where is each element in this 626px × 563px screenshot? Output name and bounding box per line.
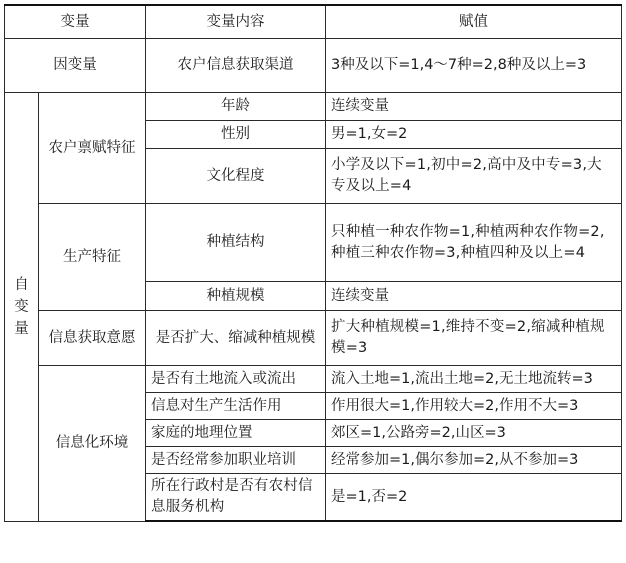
item-content: 是否经常参加职业培训 [146,447,326,474]
item-content: 种植规模 [146,282,326,311]
item-value: 经常参加=1,偶尔参加=2,从不参加=3 [326,447,622,474]
item-value: 扩大种植规模=1,维持不变=2,缩减种植规模=3 [326,311,622,366]
item-value: 是=1,否=2 [326,474,622,522]
item-value: 只种植一种农作物=1,种植两种农作物=2,种植三种农作物=3,种植四种及以上=4 [326,204,622,282]
item-value: 男=1,女=2 [326,121,622,149]
item-value: 作用很大=1,作用较大=2,作用不大=3 [326,393,622,420]
dependent-value: 3种及以下=1,4～7种=2,8种及以上=3 [326,39,622,93]
header-variable: 变量 [5,5,146,39]
table-row [5,204,622,282]
table-row [5,93,622,121]
dependent-content: 农户信息获取渠道 [146,39,326,93]
item-content: 是否扩大、缩减种植规模 [146,311,326,366]
table-row [5,366,622,393]
group-label: 生产特征 [39,204,146,311]
item-value: 连续变量 [326,93,622,121]
item-value: 流入土地=1,流出土地=2,无土地流转=3 [326,366,622,393]
group-label: 信息获取意愿 [39,311,146,366]
item-content: 文化程度 [146,149,326,204]
dependent-row [5,39,622,93]
item-value: 郊区=1,公路旁=2,山区=3 [326,420,622,447]
item-content: 年龄 [146,93,326,121]
item-content: 性别 [146,121,326,149]
item-content: 所在行政村是否有农村信息服务机构 [146,474,326,522]
item-content: 信息对生产生活作用 [146,393,326,420]
header-value: 赋值 [326,5,622,39]
dependent-label: 因变量 [5,39,146,93]
item-content: 种植结构 [146,204,326,282]
independent-label: 自变量 [5,93,39,522]
header-content: 变量内容 [146,5,326,39]
header-row [5,5,622,39]
table-row [5,311,622,366]
item-value: 连续变量 [326,282,622,311]
item-content: 是否有土地流入或流出 [146,366,326,393]
group-label: 信息化环境 [39,366,146,522]
item-value: 小学及以下=1,初中=2,高中及中专=3,大专及以上=4 [326,149,622,204]
variable-assignment-table [4,4,622,522]
item-content: 家庭的地理位置 [146,420,326,447]
group-label: 农户禀赋特征 [39,93,146,204]
